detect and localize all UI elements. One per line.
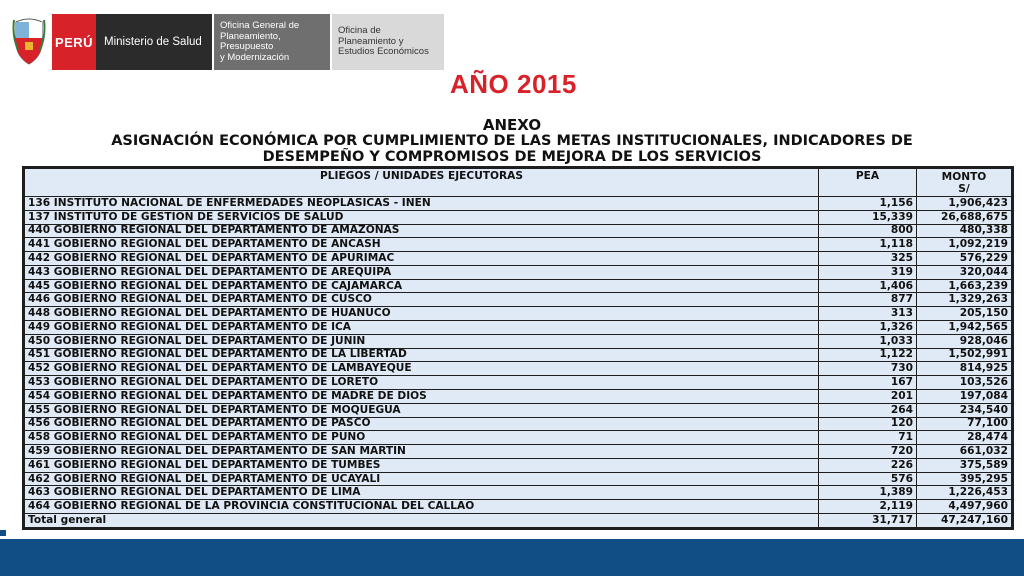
row-monto: 661,032 [917,445,1012,459]
row-pea: 313 [819,307,917,321]
table-row [25,486,1012,500]
table-row [25,224,1012,238]
row-name: 462 GOBIERNO REGIONAL DEL DEPARTAMENTO DE UCAYALI [25,472,819,486]
row-monto: 205,150 [917,307,1012,321]
row-monto: 103,526 [917,376,1012,390]
row-monto: 320,044 [917,265,1012,279]
row-pea: 167 [819,376,917,390]
row-name: 443 GOBIERNO REGIONAL DEL DEPARTAMENTO DE AREQUIPA [25,265,819,279]
peru-label: PERÚ [54,34,94,50]
table-row [25,293,1012,307]
row-monto: 1,942,565 [917,321,1012,335]
table-row [25,307,1012,321]
row-name: 464 GOBIERNO REGIONAL DE LA PROVINCIA CONSTITUCIONAL DEL CALLAO [25,500,819,514]
national-shield-icon [12,16,46,68]
table-row [25,445,1012,459]
row-name: 441 GOBIERNO REGIONAL DEL DEPARTAMENTO DE ANCASH [25,238,819,252]
column-header-pea: PEA [819,169,917,197]
page-title: AÑO 2015 [450,69,577,99]
table-row [25,238,1012,252]
row-pea: 877 [819,293,917,307]
row-monto: 480,338 [917,224,1012,238]
row-pea: 1,033 [819,334,917,348]
peru-logo [52,14,96,70]
office2-line2: Estudios Económicos [338,46,429,58]
row-monto: 395,295 [917,472,1012,486]
table-row [25,458,1012,472]
row-monto: 576,229 [917,252,1012,266]
row-pea: 71 [819,431,917,445]
table-row [25,321,1012,335]
row-name: 446 GOBIERNO REGIONAL DEL DEPARTAMENTO DE CUSCO [25,293,819,307]
row-pea: 201 [819,389,917,403]
office1-line2: Planeamiento, Presupuesto [220,30,281,52]
row-name: 450 GOBIERNO REGIONAL DEL DEPARTAMENTO DE JUNIN [25,334,819,348]
column-header-monto-line2: S/ [958,183,970,195]
table-row [25,431,1012,445]
annex-heading-line1: ASIGNACIÓN ECONÓMICA POR CUMPLIMIENTO DE LAS METAS INSTITUCIONALES, INDICADORES DE [111,133,913,149]
row-name: 463 GOBIERNO REGIONAL DEL DEPARTAMENTO DE LIMA [25,486,819,500]
office-planning-logo [332,14,444,70]
table-row [25,472,1012,486]
row-monto: 1,226,453 [917,486,1012,500]
row-monto: 1,502,991 [917,348,1012,362]
row-name: 448 GOBIERNO REGIONAL DEL DEPARTAMENTO DE HUANUCO [25,307,819,321]
total-monto: 47,247,160 [917,513,1012,527]
row-name: 445 GOBIERNO REGIONAL DEL DEPARTAMENTO DE CAJAMARCA [25,279,819,293]
row-name: 137 INSTITUTO DE GESTION DE SERVICIOS DE SALUD [25,210,819,224]
header-logos [12,14,444,70]
row-pea: 1,389 [819,486,917,500]
footer-bar [0,539,1024,576]
ministry-label: Ministerio de Salud [104,36,202,48]
row-name: 449 GOBIERNO REGIONAL DEL DEPARTAMENTO DE ICA [25,321,819,335]
table-row [25,500,1012,514]
row-monto: 814,925 [917,362,1012,376]
row-name: 456 GOBIERNO REGIONAL DEL DEPARTAMENTO DE PASCO [25,417,819,431]
row-monto: 197,084 [917,389,1012,403]
table-row [25,376,1012,390]
column-header-name: PLIEGOS / UNIDADES EJECUTORAS [25,169,819,197]
row-pea: 730 [819,362,917,376]
annex-label: ANEXO [482,116,542,134]
row-monto: 28,474 [917,431,1012,445]
row-name: 461 GOBIERNO REGIONAL DEL DEPARTAMENTO DE TUMBES [25,458,819,472]
row-pea: 800 [819,224,917,238]
table-header-row [25,169,1012,197]
row-name: 440 GOBIERNO REGIONAL DEL DEPARTAMENTO DE AMAZONAS [25,224,819,238]
table-row [25,210,1012,224]
annex-heading-line2: DESEMPEÑO Y COMPROMISOS DE MEJORA DE LOS SERVICIOS [262,149,762,165]
row-name: 455 GOBIERNO REGIONAL DEL DEPARTAMENTO DE MOQUEGUA [25,403,819,417]
table-row [25,265,1012,279]
row-pea: 264 [819,403,917,417]
row-monto: 26,688,675 [917,210,1012,224]
row-pea: 1,156 [819,197,917,211]
total-name: Total general [25,513,819,527]
row-monto: 77,100 [917,417,1012,431]
column-header-monto-line1: MONTO [941,171,987,183]
row-pea: 1,406 [819,279,917,293]
table-row [25,348,1012,362]
row-monto: 1,329,263 [917,293,1012,307]
row-name: 453 GOBIERNO REGIONAL DEL DEPARTAMENTO DE LORETO [25,376,819,390]
row-name: 442 GOBIERNO REGIONAL DEL DEPARTAMENTO DE APURIMAC [25,252,819,266]
row-pea: 576 [819,472,917,486]
row-name: 136 INSTITUTO NACIONAL DE ENFERMEDADES NEOPLASICAS - INEN [25,197,819,211]
column-header-monto [917,169,1012,197]
row-pea: 1,122 [819,348,917,362]
row-pea: 2,119 [819,500,917,514]
row-pea: 1,326 [819,321,917,335]
office2-line1: Oficina de Planeamiento y [338,25,404,47]
allocation-table [22,166,1014,530]
ministry-logo [96,14,212,70]
row-monto: 928,046 [917,334,1012,348]
row-name: 454 GOBIERNO REGIONAL DEL DEPARTAMENTO DE MADRE DE DIOS [25,389,819,403]
total-pea: 31,717 [819,513,917,527]
office1-line1: Oficina General de [220,20,300,31]
row-name: 451 GOBIERNO REGIONAL DEL DEPARTAMENTO DE LA LIBERTAD [25,348,819,362]
row-pea: 325 [819,252,917,266]
table-row [25,389,1012,403]
table-row [25,417,1012,431]
row-name: 458 GOBIERNO REGIONAL DEL DEPARTAMENTO DE PUNO [25,431,819,445]
table-row [25,403,1012,417]
row-monto: 1,663,239 [917,279,1012,293]
row-name: 459 GOBIERNO REGIONAL DEL DEPARTAMENTO DE SAN MARTIN [25,445,819,459]
row-pea: 15,339 [819,210,917,224]
row-pea: 1,118 [819,238,917,252]
row-monto: 234,540 [917,403,1012,417]
row-monto: 4,497,960 [917,500,1012,514]
table-row [25,197,1012,211]
row-pea: 720 [819,445,917,459]
row-monto: 1,906,423 [917,197,1012,211]
table-row [25,252,1012,266]
office1-line3: y Modernización [220,51,290,63]
row-monto: 375,589 [917,458,1012,472]
row-monto: 1,092,219 [917,238,1012,252]
table-row [25,279,1012,293]
table-total-row [25,513,1012,527]
office-general-logo [214,14,330,70]
table-row [25,334,1012,348]
row-name: 452 GOBIERNO REGIONAL DEL DEPARTAMENTO DE LAMBAYEQUE [25,362,819,376]
row-pea: 120 [819,417,917,431]
row-pea: 226 [819,458,917,472]
row-pea: 319 [819,265,917,279]
table-row [25,362,1012,376]
